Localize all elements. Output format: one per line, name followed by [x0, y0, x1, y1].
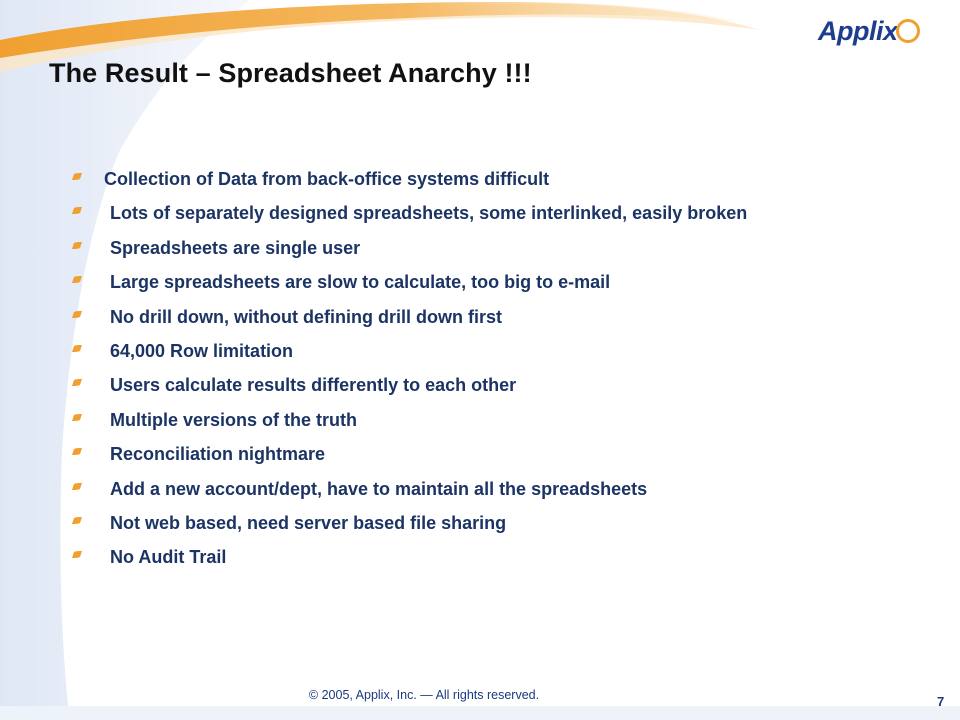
applix-logo	[818, 16, 943, 52]
bullet-item	[0, 201, 900, 225]
bullet-text: Add a new account/dept, have to maintain all the spreadsheets	[110, 478, 648, 499]
bullet-item	[0, 408, 900, 432]
page-number: 7	[937, 694, 945, 709]
bullet-marker-icon	[72, 207, 82, 214]
logo-ring-icon	[896, 19, 920, 43]
bullet-item	[0, 270, 900, 294]
bullet-item	[0, 511, 900, 535]
bullet-item	[0, 545, 900, 569]
bullet-marker-icon	[72, 242, 82, 249]
bullet-marker-icon	[72, 517, 82, 524]
bullet-text: Not web based, need server based file sharing	[110, 513, 507, 533]
bullet-text: Spreadsheets are single user	[110, 237, 361, 258]
bullet-marker-icon	[72, 379, 82, 386]
bullet-item	[0, 339, 900, 363]
slide-title: The Result – Spreadsheet Anarchy !!!	[49, 58, 532, 88]
bullet-marker-icon	[72, 551, 82, 558]
bullet-marker-icon	[72, 173, 82, 180]
bullet-item	[0, 305, 900, 329]
copyright-footer: © 2005, Applix, Inc. — All rights reserved.	[308, 688, 540, 702]
bullet-text: Large spreadsheets are slow to calculate, too big to e-mail	[110, 272, 611, 293]
bullet-text: Lots of separately designed spreadsheets, some interlinked, easily broken	[110, 203, 748, 224]
bullet-item	[0, 236, 900, 260]
bullet-text: 64,000 Row limitation	[110, 341, 294, 361]
bullet-text: No Audit Trail	[110, 547, 227, 568]
bullet-item	[0, 477, 900, 501]
logo-wordmark: Applix	[818, 16, 898, 46]
bullet-marker-icon	[72, 414, 82, 421]
bullet-item	[0, 167, 900, 191]
bullet-text: Multiple versions of the truth	[110, 409, 358, 430]
bullet-text: Users calculate results differently to each other	[110, 375, 517, 396]
bullet-marker-icon	[72, 483, 82, 490]
bullet-text: Reconciliation nightmare	[110, 444, 326, 465]
bullet-marker-icon	[72, 311, 82, 318]
bullet-marker-icon	[72, 276, 82, 283]
footer-bar	[0, 706, 960, 720]
bullet-marker-icon	[72, 345, 82, 352]
bullet-item	[0, 373, 900, 397]
bullet-item	[0, 442, 900, 466]
bullet-text: No drill down, without defining drill down first	[110, 306, 502, 327]
bullet-text: Collection of Data from back-office systems difficult	[104, 169, 550, 189]
bullet-marker-icon	[72, 448, 82, 455]
